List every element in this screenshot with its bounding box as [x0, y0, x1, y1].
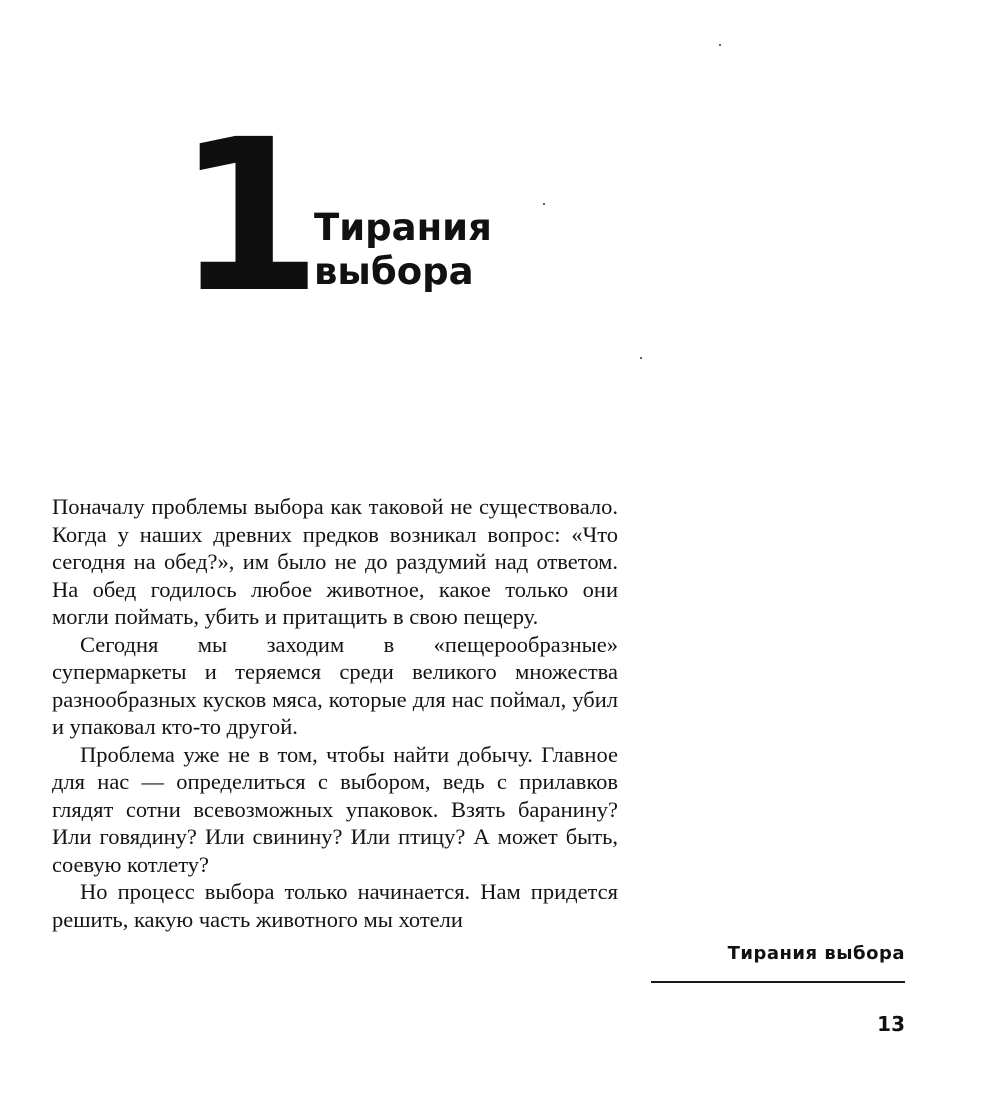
paragraph: Но процесс выбора только начинается. Нам придется решить, какую часть животного мы хотели	[52, 879, 618, 932]
chapter-title-line-2: выбора	[314, 250, 474, 293]
paragraph: Поначалу проблемы выбора как таковой не существовало. Когда у наших древних предков возникал вопрос: «Что сегодня на обед?», им было не до раздумий над ответом. На обед годилось любое животное, какое только они могли поймать, убить и притащить в свою пещеру.	[52, 494, 618, 629]
body-text	[52, 493, 618, 933]
chapter-number: 1	[176, 94, 317, 339]
running-head-rule	[651, 981, 905, 983]
scan-speck	[543, 203, 545, 205]
paragraph: Проблема уже не в том, чтобы найти добычу. Главное для нас — определиться с выбором, ведь с прилавков глядят сотни всевозможных упаковок. Взять баранину? Или говядину? Или свинину? Или птицу? А может быть, соевую котлету?	[52, 741, 618, 877]
running-head: Тирания выбора	[727, 943, 905, 964]
scan-speck	[640, 357, 642, 359]
chapter-title	[314, 206, 492, 294]
paragraph: Сегодня мы заходим в «пещерообразные» супермаркеты и теряемся среди великого множества разнообразных кусков мяса, которые для нас поймал, убил и упаковал кто-то другой.	[52, 631, 618, 739]
chapter-title-line-1: Тирания	[314, 206, 492, 249]
scan-speck	[719, 44, 721, 46]
page-number: 13	[877, 1012, 905, 1036]
